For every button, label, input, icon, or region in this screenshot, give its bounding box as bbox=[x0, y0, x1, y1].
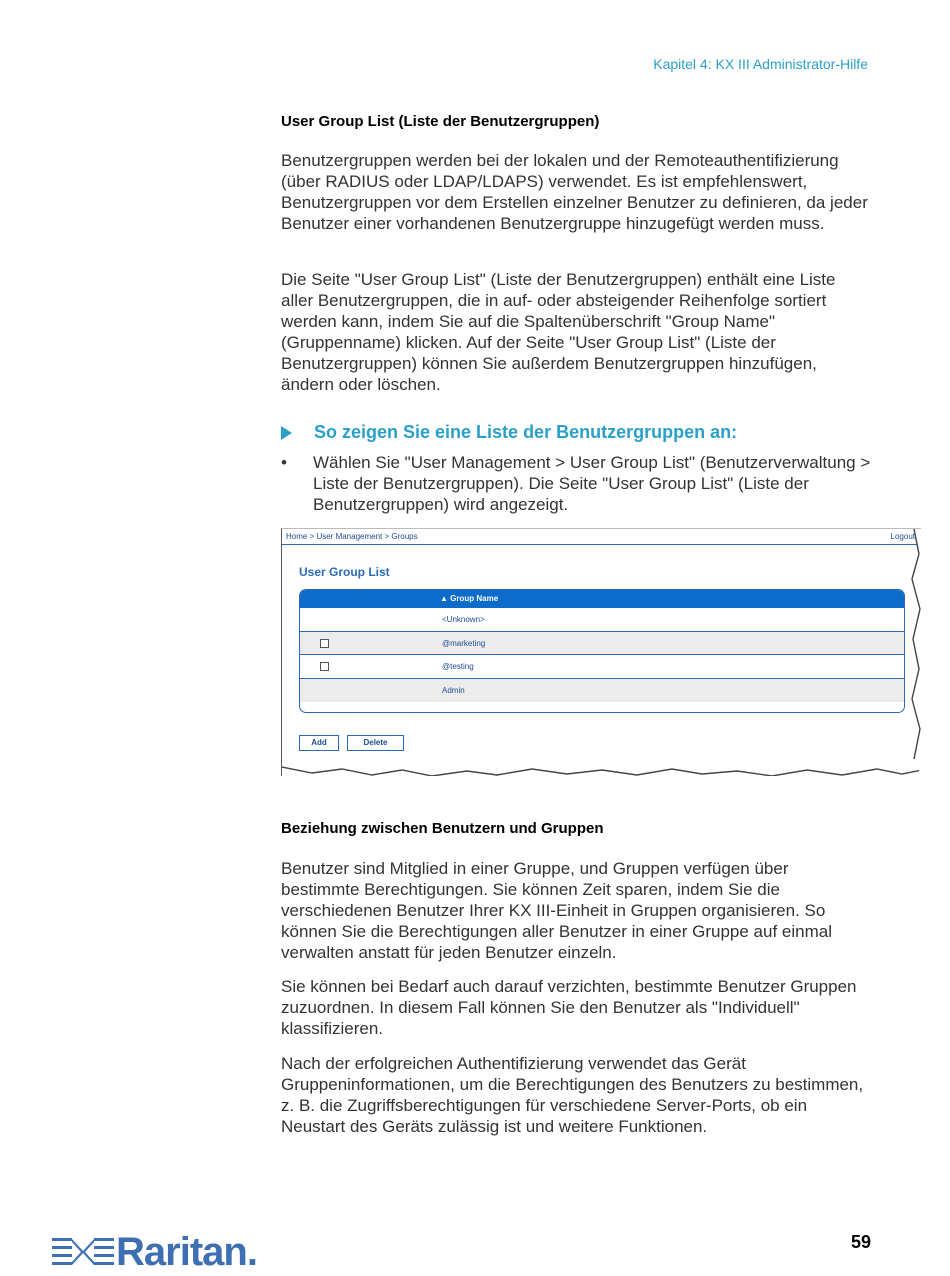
logout-link[interactable]: Logout bbox=[890, 532, 915, 541]
column-header-label[interactable]: ▲ Group Name bbox=[440, 594, 499, 603]
page-number: 59 bbox=[851, 1232, 872, 1252]
triangle-bullet-icon bbox=[281, 426, 292, 440]
torn-edge-decoration bbox=[282, 529, 921, 776]
group-name-link[interactable]: @marketing bbox=[442, 638, 486, 648]
group-name-link[interactable]: <Unknown> bbox=[442, 615, 485, 624]
paragraph-intro: Benutzergruppen werden bei der lokalen und der Remoteauthentifizierung (über RADIUS oder LDAP/LDAPS) verwendet. Es ist empfehlenswert, Benutzergruppen vor dem Erstellen einzelner Benutzer zu definieren, da jeder Benutzer einer vorhandenen Benutzergruppe hinzugefügt werden muss. bbox=[281, 151, 868, 233]
logo-text: Raritan. bbox=[116, 1230, 257, 1274]
screenshot-title: User Group List bbox=[299, 565, 390, 579]
paragraph-individual: Sie können bei Bedarf auch darauf verzichten, bestimmte Benutzer Gruppen zuzuordnen. In diesem Fall können Sie den Benutzer als "Individuell" klassifizieren. bbox=[281, 977, 857, 1038]
section-heading-user-group-list: User Group List (Liste der Benutzergruppen) bbox=[281, 113, 600, 130]
add-button[interactable]: Add bbox=[299, 735, 339, 751]
paragraph-groups: Benutzer sind Mitglied in einer Gruppe, und Gruppen verfügen über bestimmte Berechtigungen. Sie können Zeit sparen, indem Sie die verschiedenen Benutzer Ihrer KX III-Einheit in Gruppen organisieren. So können Sie die Berechtigungen aller Benutzer in einer Gruppe auf einmal verwalten anstatt für jeden Benutzer einzeln. bbox=[281, 859, 832, 962]
paragraph-authentication: Nach der erfolgreichen Authentifizierung verwendet das Gerät Gruppeninformationen, um die Berechtigungen des Benutzers zu bestimmen, z. B. die Zugriffsberechtigungen für verschiedene Server-Ports, ob ein Neustart des Geräts zulässig ist und weitere Funktionen. bbox=[281, 1054, 864, 1136]
bullet-text: Wählen Sie "User Management > User Group List" (Benutzerverwaltung > Liste der Benutzergruppen). Die Seite "User Group List" (Liste der Benutzergruppen) wird angezeigt. bbox=[313, 453, 871, 514]
user-group-list-screenshot bbox=[281, 528, 921, 776]
breadcrumb[interactable]: Home > User Management > Groups bbox=[286, 532, 418, 541]
list-item bbox=[281, 452, 871, 515]
group-name-link[interactable]: @testing bbox=[442, 662, 474, 671]
group-name-link[interactable]: Admin bbox=[442, 685, 465, 695]
bullet-icon: • bbox=[281, 453, 287, 472]
raritan-logo bbox=[52, 1228, 282, 1276]
procedure-heading bbox=[281, 422, 871, 443]
delete-button[interactable]: Delete bbox=[347, 735, 404, 751]
section-heading-relationship: Beziehung zwischen Benutzern und Gruppen bbox=[281, 820, 604, 837]
chapter-header: Kapitel 4: KX III Administrator-Hilfe bbox=[653, 56, 868, 72]
procedure-title: So zeigen Sie eine Liste der Benutzergruppen an: bbox=[314, 422, 738, 442]
paragraph-description: Die Seite "User Group List" (Liste der Benutzergruppen) enthält eine Liste aller Benutzergruppen, die in auf- oder absteigender Reihenfolge sortiert werden kann, indem Sie auf die Spaltenüberschrift "Group Name" (Gruppenname) klicken. Auf der Seite "User Group List" (Liste der Benutzergruppen) können Sie außerdem Benutzergruppen hinzufügen, ändern oder löschen. bbox=[281, 270, 836, 394]
